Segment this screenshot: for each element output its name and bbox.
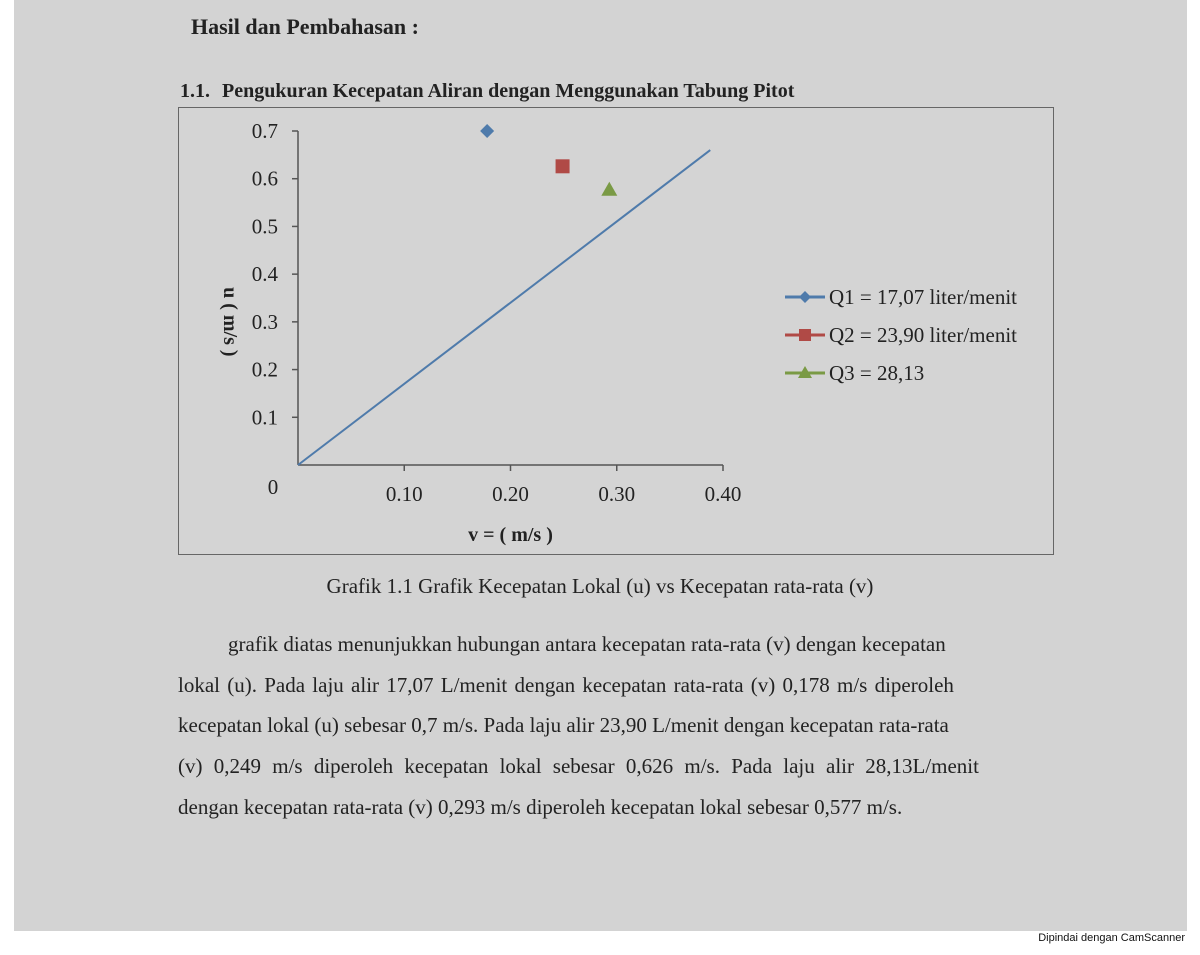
- legend-marker-q2: [799, 329, 811, 341]
- paragraph-line-5: dengan kecepatan rata-rata (v) 0,293 m/s diperoleh kecepatan lokal sebesar 0,577 m/s.: [178, 795, 903, 819]
- x-axis-title: v = ( m/s ): [468, 524, 553, 546]
- legend-label-q3: Q3 = 28,13: [829, 361, 925, 385]
- legend-marker-q1: [799, 291, 811, 303]
- chart-frame: [178, 107, 1054, 555]
- y-tick-label: 0.5: [251, 214, 278, 239]
- paragraph-line-4: (v) 0,249 m/s diperoleh kecepatan lokal sebesar 0,626 m/s. Pada laju alir 28,13L/menit: [178, 754, 979, 778]
- data-point-q3: [601, 182, 617, 196]
- legend-label-q2: Q2 = 23,90 liter/menit: [829, 323, 1017, 347]
- subsection-title: Pengukuran Kecepatan Aliran dengan Menggunakan Tabung Pitot: [222, 80, 795, 102]
- paragraph-line-1: grafik diatas menunjukkan hubungan antara kecepatan rata-rata (v) dengan kecepatan: [228, 632, 946, 656]
- x-tick-label: 0.10: [385, 482, 423, 506]
- data-point-q2: [556, 159, 570, 173]
- data-point-q1: [480, 124, 494, 138]
- y-tick-label: 0.4: [251, 262, 278, 287]
- y-axis-title: u ( m/s ): [219, 287, 241, 357]
- scanner-watermark: Dipindai dengan CamScanner: [1038, 932, 1185, 944]
- x-tick-label: 0.40: [704, 482, 742, 506]
- x-tick-label: 0.20: [492, 482, 529, 506]
- y-tick-label: 0.6: [251, 166, 278, 191]
- x-tick-label: 0.30: [598, 482, 636, 506]
- subsection-heading: [180, 80, 794, 103]
- reference-line: [298, 150, 710, 465]
- origin-label: 0: [267, 475, 279, 499]
- section-heading: Hasil dan Pembahasan :: [191, 14, 419, 39]
- y-tick-label: 0.3: [251, 309, 278, 334]
- velocity-chart: [179, 108, 1055, 556]
- figure-caption: Grafik 1.1 Grafik Kecepatan Lokal (u) vs Kecepatan rata-rata (v): [326, 574, 874, 598]
- paragraph-line-2: lokal (u). Pada laju alir 17,07 L/menit dengan kecepatan rata-rata (v) 0,178 m/s diperoleh: [178, 673, 954, 697]
- y-tick-label: 0.7: [251, 119, 278, 143]
- paragraph-line-3: kecepatan lokal (u) sebesar 0,7 m/s. Pada laju alir 23,90 L/menit dengan kecepatan rata-rata: [178, 713, 949, 737]
- subsection-number: 1.1.: [180, 80, 210, 102]
- chart-marks: [298, 124, 710, 465]
- chart-axes: [219, 119, 741, 546]
- y-tick-label: 0.1: [251, 405, 278, 430]
- y-tick-label: 0.2: [251, 357, 278, 382]
- legend-label-q1: Q1 = 17,07 liter/menit: [829, 285, 1017, 309]
- chart-legend: [785, 285, 1017, 385]
